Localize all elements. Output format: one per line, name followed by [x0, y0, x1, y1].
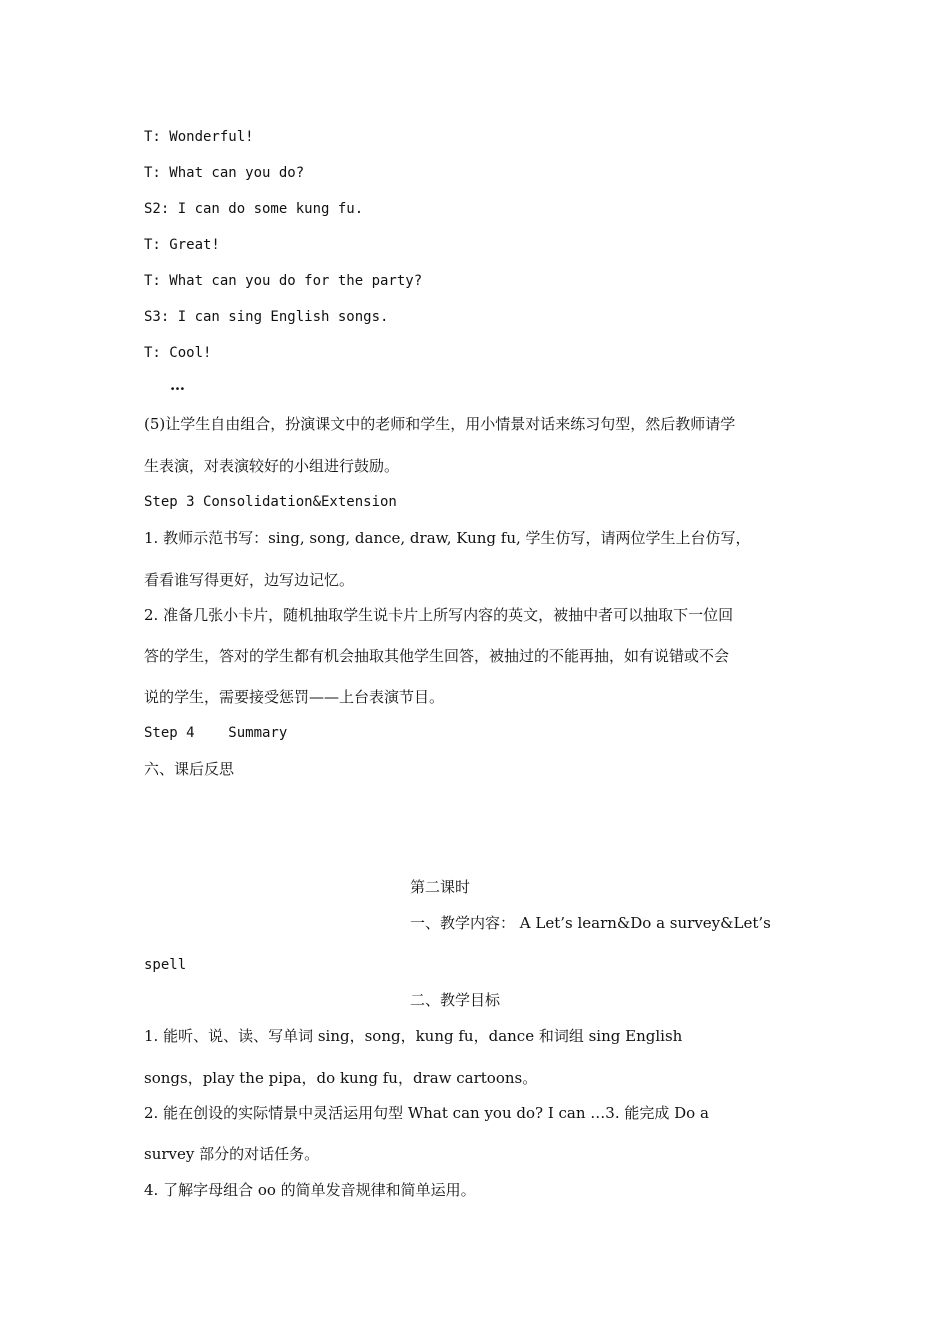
step-3-item-2-line-2: 答的学生，答对的学生都有机会抽取其他学生回答，被抽过的不能再抽，如有说错或不会 — [144, 647, 730, 665]
objective-1-line-2: songs，play the pipa，do kung fu，draw cartoons。 — [144, 1069, 538, 1087]
step-3-heading: Step 3 Consolidation&Extension — [144, 494, 397, 510]
section-reflection-heading: 六、课后反思 — [144, 760, 235, 778]
dialogue-line: S2: I can do some kung fu. — [144, 201, 364, 217]
dialogue-line: S3: I can sing English songs. — [144, 309, 389, 325]
dialogue-line: T: Wonderful! — [144, 129, 254, 145]
dialogue-line: T: What can you do? — [144, 165, 305, 181]
lesson-2-title: 第二课时 — [410, 878, 471, 896]
step-3-item-2-line-3: 说的学生，需要接受惩罚——上台表演节目。 — [144, 688, 445, 706]
objective-2-line-1: 2. 能在创设的实际情景中灵活运用句型 What can you do? I can …3. 能完成 Do a — [144, 1104, 709, 1122]
dialogue-line: T: Cool! — [144, 345, 212, 361]
lesson-2-content-line-1: 一、教学内容： A Let’s learn&Do a survey&Let’s — [410, 914, 771, 932]
step-3-item-1-line-2: 看看谁写得更好，边写边记忆。 — [144, 571, 355, 589]
ellipsis: … — [170, 376, 185, 394]
step-3-item-1-line-1: 1. 教师示范书写：sing, song, dance, draw, Kung fu, 学生仿写，请两位学生上台仿写， — [144, 529, 751, 547]
activity-item-5-line-2: 生表演，对表演较好的小组进行鼓励。 — [144, 457, 400, 475]
objective-2-line-2: survey 部分的对话任务。 — [144, 1145, 320, 1163]
step-3-item-2-line-1: 2. 准备几张小卡片，随机抽取学生说卡片上所写内容的英文，被抽中者可以抽取下一位回 — [144, 606, 734, 624]
objective-1-line-1: 1. 能听、说、读、写单词 sing，song，kung fu，dance 和词组 sing English — [144, 1027, 683, 1045]
lesson-2-objectives-heading: 二、教学目标 — [410, 991, 501, 1009]
step-4-heading: Step 4 Summary — [144, 725, 288, 741]
lesson-2-content-line-2: spell — [144, 957, 187, 973]
dialogue-line: T: Great! — [144, 237, 220, 253]
objective-4: 4. 了解字母组合 oo 的简单发音规律和简单运用。 — [144, 1181, 476, 1199]
dialogue-line: T: What can you do for the party? — [144, 273, 423, 289]
activity-item-5-line-1: (5)让学生自由组合，扮演课文中的老师和学生，用小情景对话来练习句型，然后教师请学 — [144, 415, 736, 433]
